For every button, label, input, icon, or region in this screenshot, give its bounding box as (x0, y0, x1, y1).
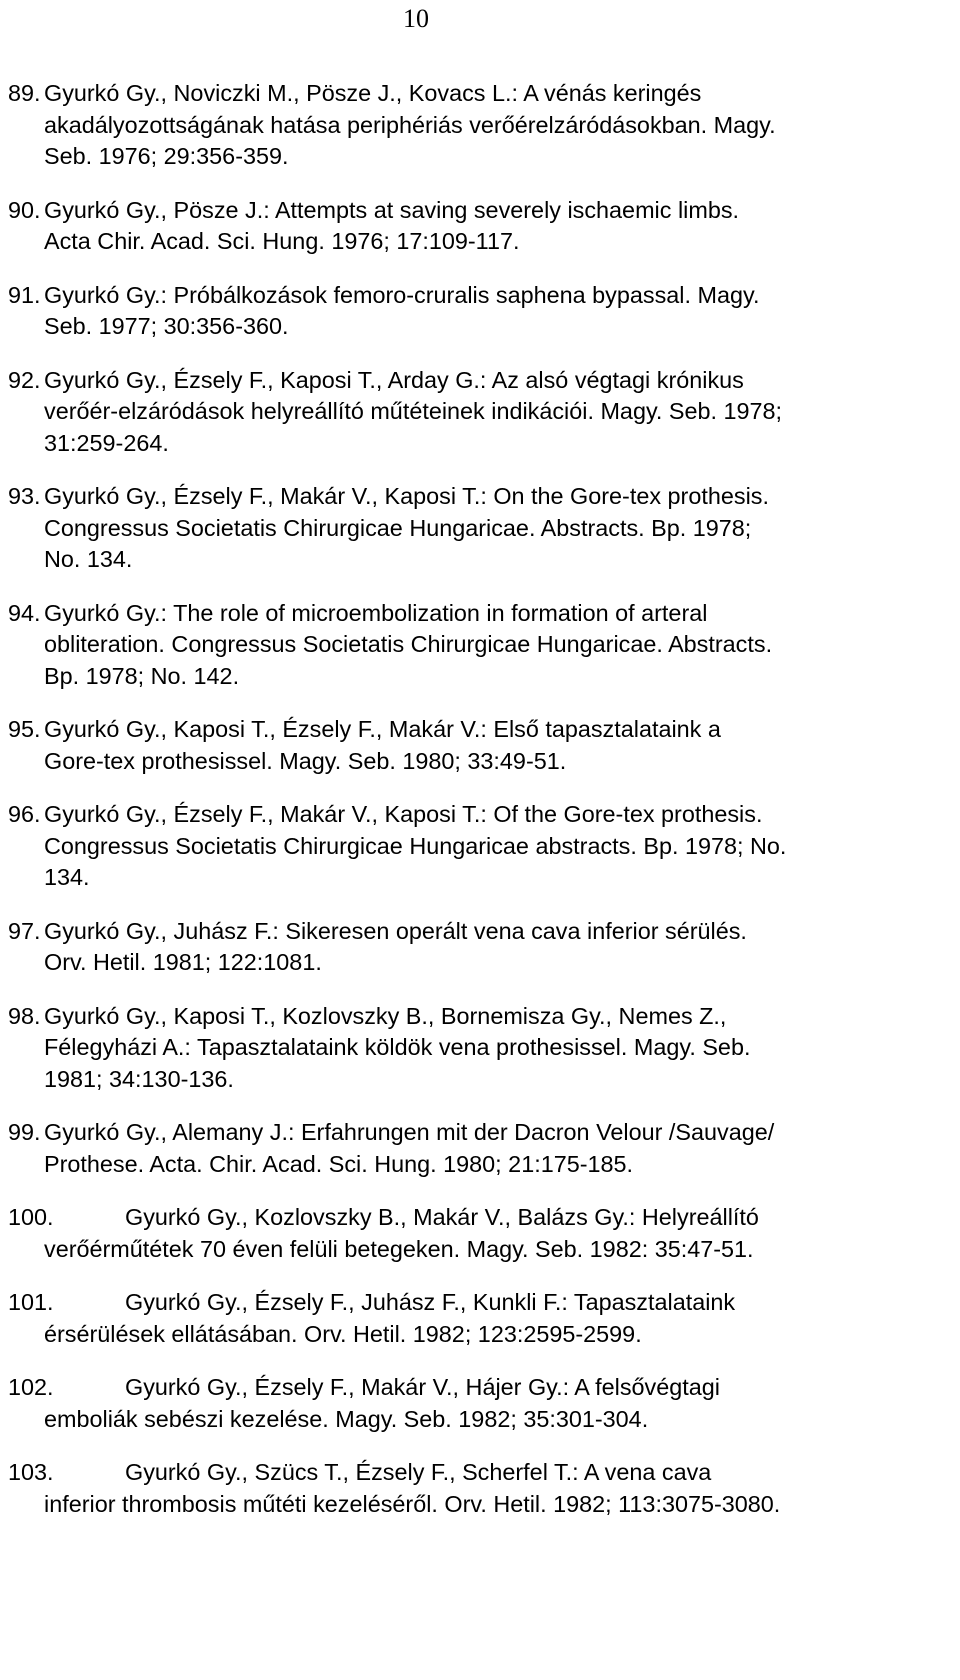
reference-number: 103. (8, 1459, 54, 1485)
reference-line: inferior thrombosis műtéti kezeléséről. Orv. Hetil. 1982; 113:3075-3080. (44, 1490, 781, 1517)
reference-line: Congressus Societatis Chirurgicae Hungaricae abstracts. Bp. 1978; No. (44, 832, 787, 859)
reference-number: 92. (8, 366, 41, 393)
reference-item (8, 195, 958, 258)
reference-line: Bp. 1978; No. 142. (44, 662, 240, 689)
reference-line: Gyurkó Gy.: Próbálkozások femoro-cruralis saphena bypassal. Magy. (44, 281, 760, 308)
reference-line: Félegyházi A.: Tapasztalataink köldök vena prothesissel. Magy. Seb. (44, 1034, 751, 1060)
reference-list (8, 78, 958, 1542)
reference-number: 101. (8, 1289, 54, 1315)
reference-line: verőérműtétek 70 éven felüli betegeken. Magy. Seb. 1982: 35:47-51. (44, 1235, 754, 1262)
reference-item (8, 1372, 958, 1435)
reference-item (8, 916, 958, 979)
reference-number: 93. (8, 483, 41, 509)
reference-line: Gyurkó Gy., Ézsely F., Makár V., Kaposi T.: Of the Gore-tex prothesis. (44, 801, 763, 827)
reference-line: 1981; 34:130-136. (44, 1065, 234, 1092)
reference-number: 89. (8, 80, 41, 106)
reference-line: Orv. Hetil. 1981; 122:1081. (44, 949, 322, 975)
reference-line: Gyurkó Gy., Ézsely F., Makár V., Hájer Gy.: A felsővégtagi (125, 1374, 720, 1400)
reference-line: érsérülések ellátásában. Orv. Hetil. 1982; 123:2595-2599. (44, 1320, 642, 1347)
reference-line: Gyurkó Gy., Juhász F.: Sikeresen operált vena cava inferior sérülés. (44, 917, 747, 944)
reference-line: Gyurkó Gy., Ézsely F., Juhász F., Kunkli F.: Tapasztalataink (125, 1289, 736, 1315)
reference-line: verőér-elzáródások helyreállító műtéteinek indikációi. Magy. Seb. 1978; (44, 398, 783, 424)
reference-number: 94. (8, 599, 41, 626)
reference-line: Gyurkó Gy., Kaposi T., Kozlovszky B., Bornemisza Gy., Nemes Z., (44, 1002, 727, 1029)
reference-line: Gyurkó Gy., Ézsely F., Kaposi T., Arday G.: Az alsó végtagi krónikus (44, 366, 744, 393)
reference-number: 98. (8, 1002, 41, 1029)
reference-line: Congressus Societatis Chirurgicae Hungaricae. Abstracts. Bp. 1978; (44, 514, 752, 541)
reference-first-line (8, 1287, 958, 1319)
reference-line: Gyurkó Gy., Kaposi T., Ézsely F., Makár V.: Első tapasztalataink a (44, 716, 721, 742)
reference-first-line (8, 1202, 958, 1234)
reference-line: Gore-tex prothesissel. Magy. Seb. 1980; 33:49-51. (44, 747, 567, 774)
reference-item (8, 1117, 958, 1180)
reference-item (8, 365, 958, 460)
reference-line: Seb. 1976; 29:356-359. (44, 143, 289, 169)
reference-line: Gyurkó Gy., Pösze J.: Attempts at saving severely ischaemic limbs. (44, 196, 740, 223)
reference-item (8, 714, 958, 777)
reference-line: Gyurkó Gy., Noviczki M., Pösze J., Kovacs L.: A vénás keringés (44, 80, 702, 106)
reference-line: 31:259-264. (44, 429, 169, 456)
reference-item (8, 1287, 958, 1350)
reference-item (8, 1457, 958, 1520)
reference-number: 90. (8, 196, 41, 223)
reference-line: emboliák sebészi kezelése. Magy. Seb. 1982; 35:301-304. (44, 1405, 649, 1432)
reference-item (8, 598, 958, 693)
reference-item (8, 78, 958, 173)
reference-line: 134. (44, 864, 90, 890)
reference-first-line (8, 1457, 958, 1489)
reference-line: Gyurkó Gy., Ézsely F., Makár V., Kaposi T.: On the Gore-tex prothesis. (44, 483, 769, 509)
reference-line: Seb. 1977; 30:356-360. (44, 313, 289, 339)
page-number: 10 (403, 4, 429, 33)
reference-line: Acta Chir. Acad. Sci. Hung. 1976; 17:109-117. (44, 228, 520, 254)
reference-number: 95. (8, 716, 41, 742)
reference-number: 102. (8, 1374, 54, 1400)
reference-line: No. 134. (44, 546, 133, 572)
reference-number: 96. (8, 801, 41, 827)
reference-line: Prothese. Acta. Chir. Acad. Sci. Hung. 1980; 21:175-185. (44, 1150, 634, 1177)
reference-line: Gyurkó Gy., Szücs T., Ézsely F., Scherfel T.: A vena cava (125, 1459, 712, 1485)
reference-number: 97. (8, 917, 41, 944)
reference-line: Gyurkó Gy.: The role of microembolization in formation of arteral (44, 599, 708, 626)
reference-line: Gyurkó Gy., Kozlovszky B., Makár V., Balázs Gy.: Helyreállító (125, 1204, 759, 1230)
reference-item (8, 1202, 958, 1265)
reference-item (8, 280, 958, 343)
reference-item (8, 1001, 958, 1096)
reference-line: obliteration. Congressus Societatis Chirurgicae Hungaricae. Abstracts. (44, 631, 773, 657)
reference-line: akadályozottságának hatása periphériás verőérelzáródásokban. Magy. (44, 111, 776, 138)
reference-number: 91. (8, 281, 41, 308)
reference-line: Gyurkó Gy., Alemany J.: Erfahrungen mit der Dacron Velour /Sauvage/ (44, 1119, 775, 1145)
reference-number: 99. (8, 1119, 41, 1145)
reference-item (8, 799, 958, 894)
reference-number: 100. (8, 1204, 54, 1230)
reference-item (8, 481, 958, 576)
reference-first-line (8, 1372, 958, 1404)
